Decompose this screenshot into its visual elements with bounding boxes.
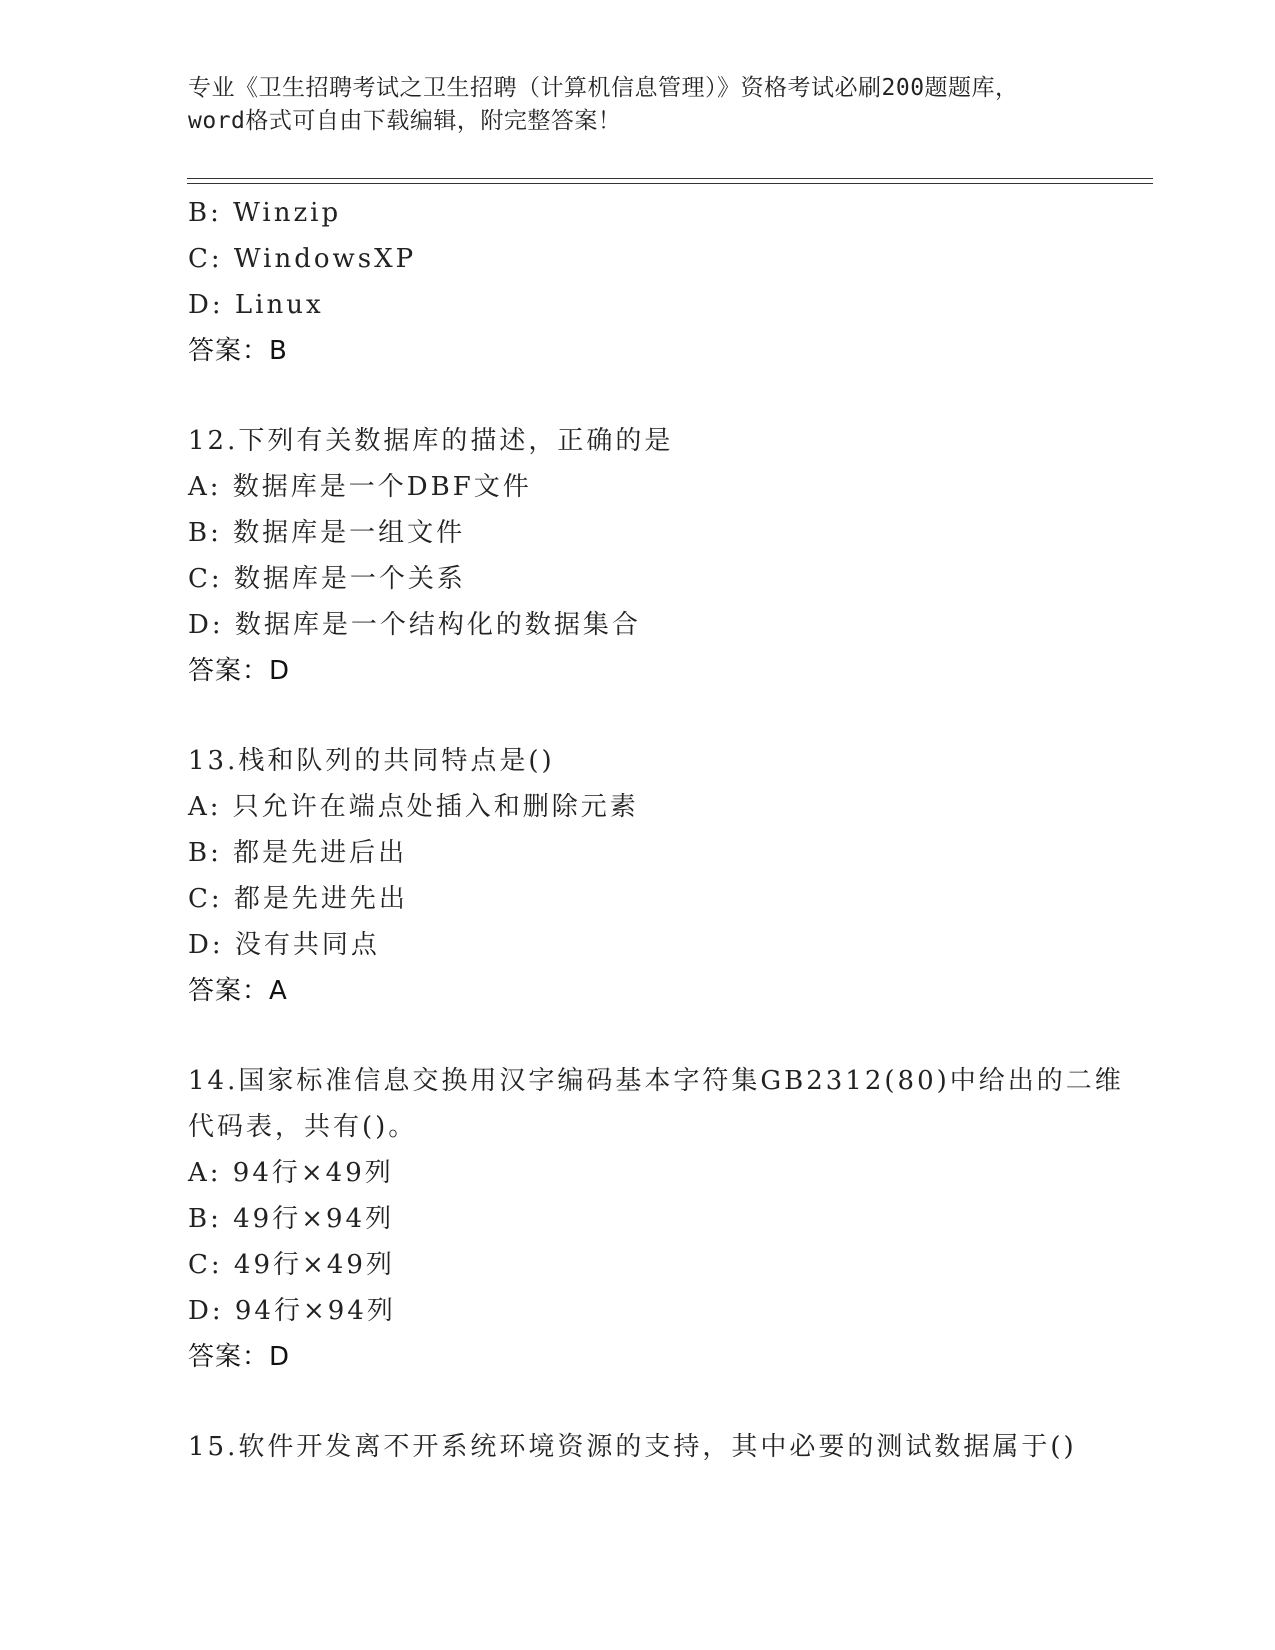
question-15 xyxy=(188,1424,1118,1470)
question-12 xyxy=(188,418,1118,694)
option-c: C: 49行×49列 xyxy=(188,1250,395,1280)
question-stem: 12.下列有关数据库的描述，正确的是 xyxy=(188,426,674,456)
option-c: C: 数据库是一个关系 xyxy=(188,564,466,594)
option-b: B: 都是先进后出 xyxy=(188,838,408,868)
option-b: B: Winzip xyxy=(188,198,342,228)
answer: 答案：A xyxy=(188,976,288,1006)
document-header xyxy=(188,72,1088,138)
option-b: B: 49行×94列 xyxy=(188,1204,395,1234)
option-d: D: 数据库是一个结构化的数据集合 xyxy=(188,610,641,640)
option-d: D: 没有共同点 xyxy=(188,930,380,960)
option-c: C: WindowsXP xyxy=(188,244,417,274)
header-title-line1: 专业《卫生招聘考试之卫生招聘（计算机信息管理）》资格考试必刷200题题库， xyxy=(188,75,1019,101)
answer: 答案：D xyxy=(188,1342,291,1372)
question-11 xyxy=(188,190,1118,374)
question-stem: 15.软件开发离不开系统环境资源的支持，其中必要的测试数据属于() xyxy=(188,1432,1077,1462)
header-divider-bottom xyxy=(187,183,1153,184)
answer: 答案：B xyxy=(188,336,288,366)
spacer xyxy=(188,694,1118,738)
option-a: A: 94行×49列 xyxy=(188,1158,394,1188)
spacer xyxy=(188,1380,1118,1424)
option-d: D: 94行×94列 xyxy=(188,1296,396,1326)
question-14 xyxy=(188,1058,1124,1380)
question-stem-line2: 代码表，共有()。 xyxy=(188,1112,418,1142)
header-title-line2: word格式可自由下载编辑，附完整答案！ xyxy=(188,108,622,134)
header-divider-top xyxy=(187,178,1153,179)
spacer xyxy=(188,374,1118,418)
option-c: C: 都是先进先出 xyxy=(188,884,408,914)
question-list xyxy=(188,190,1124,1470)
option-b: B: 数据库是一组文件 xyxy=(188,518,466,548)
spacer xyxy=(188,1014,1118,1058)
option-d: D: Linux xyxy=(188,290,324,320)
option-a: A: 数据库是一个DBF文件 xyxy=(188,472,532,502)
answer: 答案：D xyxy=(188,656,291,686)
option-a: A: 只允许在端点处插入和删除元素 xyxy=(188,792,639,822)
question-stem: 13.栈和队列的共同特点是() xyxy=(188,746,555,776)
question-stem-line1: 14.国家标准信息交换用汉字编码基本字符集GB2312(80)中给出的二维 xyxy=(188,1066,1124,1096)
question-13 xyxy=(188,738,1118,1014)
